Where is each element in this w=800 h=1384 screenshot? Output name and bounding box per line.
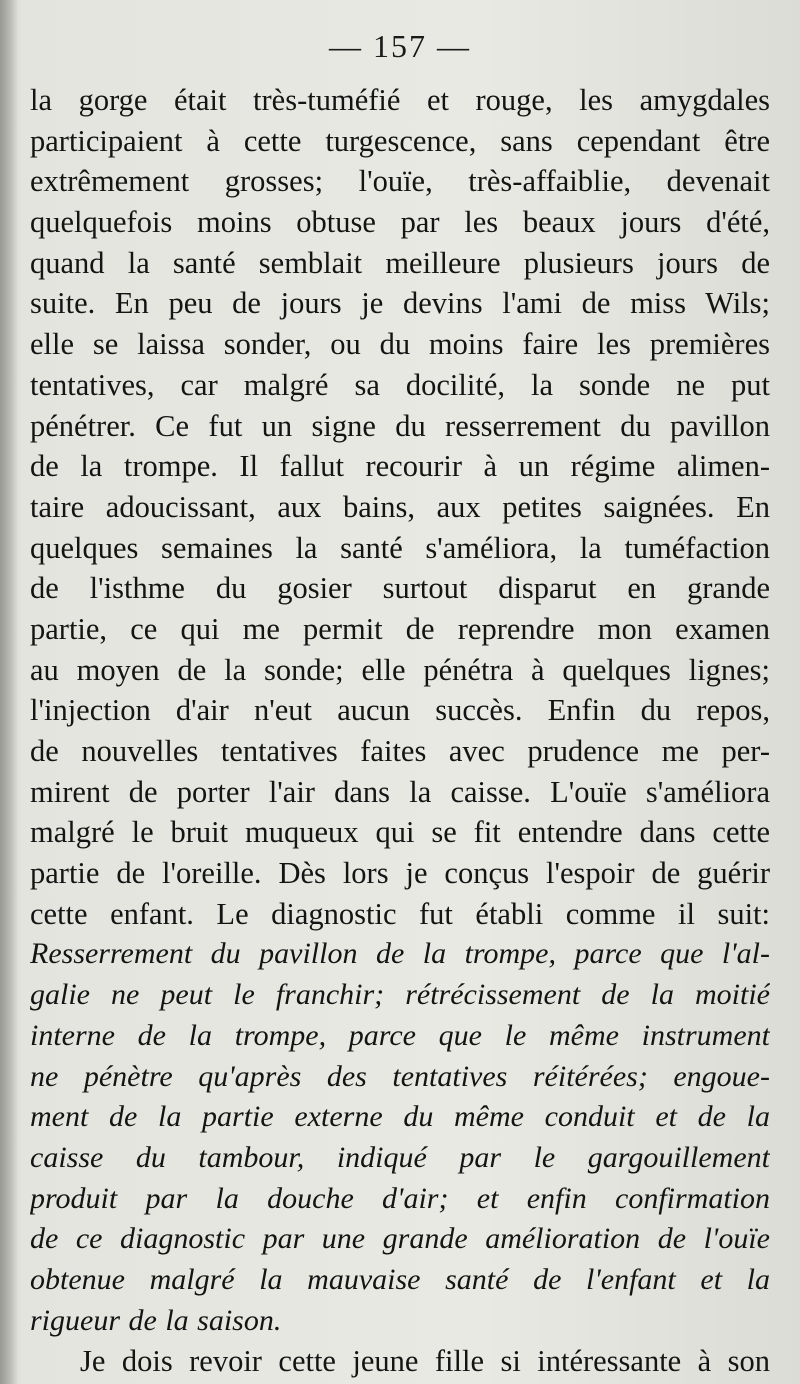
text-line: tentatives, car malgré sa docilité, la sonde ne put (30, 367, 770, 402)
text-line: de ce diagnostic par une grande amélioration de l'ouïe (30, 1222, 770, 1256)
text-line: taire adoucissant, aux bains, aux petites saignées. En (30, 489, 770, 524)
text-line: malgré le bruit muqueux qui se fit entendre dans cette (30, 815, 770, 850)
body-text (30, 80, 770, 1382)
text-line: rigueur de la saison. (30, 1303, 282, 1337)
text-line: galie ne peut le franchir; rétrécissement de la moitié (30, 978, 770, 1012)
text-line: suite. En peu de jours je devins l'ami de miss Wils; (30, 286, 770, 321)
text-line: partie de l'oreille. Dès lors je conçus l'espoir de guérir (30, 856, 770, 891)
text-line: caisse du tambour, indiqué par le gargouillement (30, 1140, 770, 1174)
text-line: Resserrement du pavillon de la trompe, parce que l'al- (30, 937, 770, 971)
text-line: elle se laissa sonder, ou du moins faire les premières (30, 327, 770, 362)
text-line: interne de la trompe, parce que le même instrument (30, 1018, 770, 1052)
text-line: produit par la douche d'air; et enfin confirmation (30, 1181, 770, 1215)
text-line: partie, ce qui me permit de reprendre mon examen (30, 611, 770, 646)
text-line: extrêmement grosses; l'ouïe, très-affaiblie, devenait (30, 164, 770, 199)
text-line: participaient à cette turgescence, sans cependant être (30, 123, 770, 158)
text-line: au moyen de la sonde; elle pénétra à quelques lignes; (30, 652, 770, 687)
text-line: quand la santé semblait meilleure plusieurs jours de (30, 245, 770, 280)
text-line: pénétrer. Ce fut un signe du resserrement du pavillon (30, 408, 770, 443)
text-line: ne pénètre qu'après des tentatives réitérées; engoue- (30, 1059, 770, 1093)
text-line: de nouvelles tentatives faites avec prudence me per- (30, 734, 770, 768)
text-line: quelquefois moins obtuse par les beaux jours d'été, (30, 205, 770, 240)
text-line: mirent de porter l'air dans la caisse. L'ouïe s'améliora (30, 774, 770, 809)
text-line: la gorge était très-tuméfié et rouge, les amygdales (30, 83, 770, 117)
text-line: quelques semaines la santé s'améliora, la tuméfaction (30, 530, 770, 565)
text-line: obtenue malgré la mauvaise santé de l'enfant et la (30, 1262, 770, 1296)
text-line: ment de la partie externe du même conduit et de la (30, 1100, 770, 1134)
text-line: Je dois revoir cette jeune fille si intéressante à son (80, 1344, 770, 1379)
page-gutter-shadow (0, 0, 18, 1384)
text-line: l'injection d'air n'eut aucun succès. Enfin du repos, (30, 693, 770, 728)
text-line: cette enfant. Le diagnostic fut établi comme il suit: (30, 896, 770, 931)
text-line: de la trompe. Il fallut recourir à un régime alimen- (30, 449, 770, 484)
page-number: — 157 — (329, 28, 471, 64)
text-line: de l'isthme du gosier surtout disparut en grande (30, 571, 770, 606)
